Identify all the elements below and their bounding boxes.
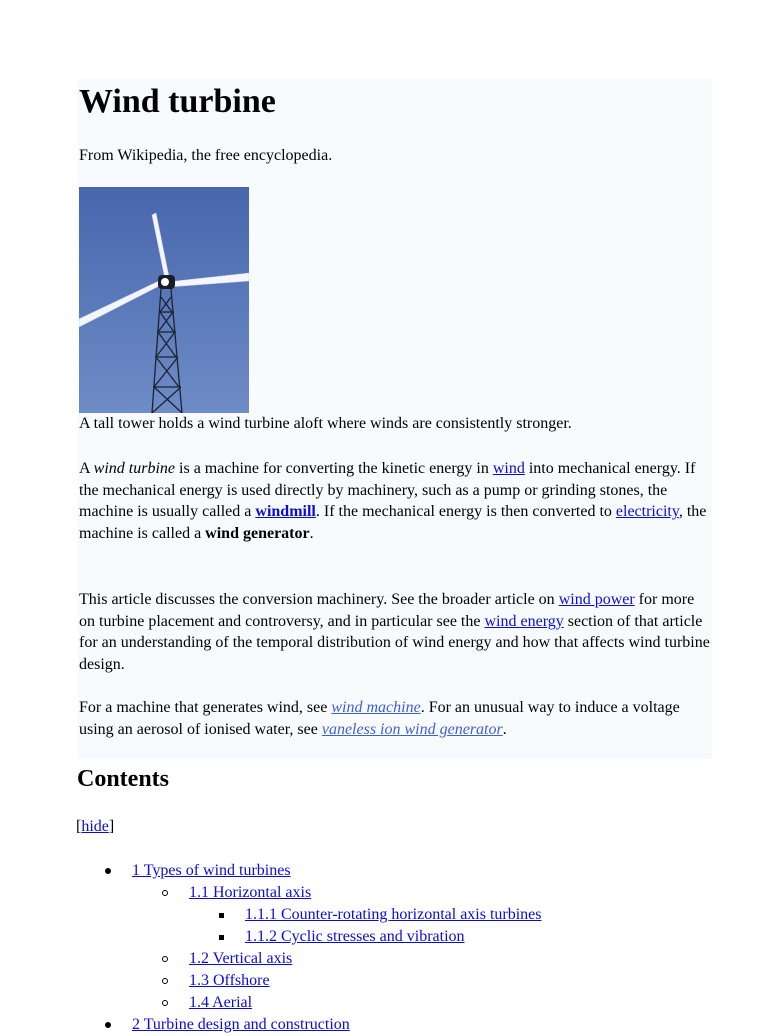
toc-link[interactable]: 1.4 Aerial <box>189 994 253 1011</box>
toc-link[interactable]: 1.1 Horizontal axis <box>189 884 312 901</box>
toc-toggle: [hide] <box>76 818 115 835</box>
toc-item <box>79 948 719 970</box>
term-wind-generator: wind generator <box>205 525 310 543</box>
table-of-contents <box>79 860 719 1036</box>
toc-item <box>79 860 719 882</box>
intro-paragraph: A wind turbine is a machine for converting the kinetic energy in wind into mechanical energy. If the mechanical energy is used directly by machinery, such as a pump or grinding stones, the machine is usually called a windmill. If the mechanical energy is then converted to electricity, the machine is called a wind generator. <box>79 460 707 543</box>
link-wind[interactable]: wind <box>492 460 525 477</box>
toc-link[interactable]: 2 Turbine design and construction <box>132 1016 350 1033</box>
disambiguation-paragraph: For a machine that generates wind, see wind machine. For an unusual way to induce a voltage using an aerosol of ionised water, see vaneless ion wind generator. <box>79 699 680 738</box>
wind-turbine-photo[interactable] <box>79 187 249 413</box>
bullet-disc-icon <box>105 868 111 874</box>
image-caption: A tall tower holds a wind turbine aloft where winds are consistently stronger. <box>79 415 572 432</box>
toc-link[interactable]: 1.1.2 Cyclic stresses and vibration <box>245 928 465 945</box>
toc-item <box>79 970 719 992</box>
page-title: Wind turbine <box>79 83 276 120</box>
link-wind-power[interactable]: wind power <box>558 591 635 608</box>
site-tagline: From Wikipedia, the free encyclopedia. <box>79 147 333 164</box>
link-wind-machine[interactable]: wind machine <box>331 699 421 716</box>
link-windmill[interactable]: windmill <box>255 503 316 521</box>
bullet-square-icon <box>219 913 224 918</box>
bullet-circle-icon <box>162 978 168 984</box>
bullet-circle-icon <box>162 956 168 962</box>
bullet-disc-icon <box>105 1022 111 1028</box>
toc-item <box>79 904 719 926</box>
toc-item <box>79 882 719 904</box>
toc-hide-link[interactable]: hide <box>81 818 109 835</box>
link-wind-energy[interactable]: wind energy <box>484 612 564 630</box>
toc-link[interactable]: 1 Types of wind turbines <box>132 862 291 879</box>
toc-item <box>79 1014 719 1036</box>
toc-link[interactable]: 1.2 Vertical axis <box>189 950 293 967</box>
scope-paragraph: This article discusses the conversion machinery. See the broader article on wind power for more on turbine placement and controversy, and in particular see the wind energy section of that article for an understanding of the temporal distribution of wind energy and how that affects wind turbine design. <box>79 591 710 674</box>
bullet-circle-icon <box>162 1000 168 1006</box>
toc-link[interactable]: 1.1.1 Counter-rotating horizontal axis turbines <box>245 906 542 923</box>
link-vaneless-ion-wind-generator[interactable]: vaneless ion wind generator <box>321 720 503 738</box>
term-wind-turbine: wind turbine <box>93 460 176 477</box>
link-electricity[interactable]: electricity <box>615 503 679 521</box>
bullet-square-icon <box>219 935 224 940</box>
bullet-circle-icon <box>162 890 168 896</box>
toc-link[interactable]: 1.3 Offshore <box>189 972 270 989</box>
toc-item <box>79 992 719 1014</box>
contents-heading: Contents <box>77 766 170 792</box>
toc-item <box>79 926 719 948</box>
